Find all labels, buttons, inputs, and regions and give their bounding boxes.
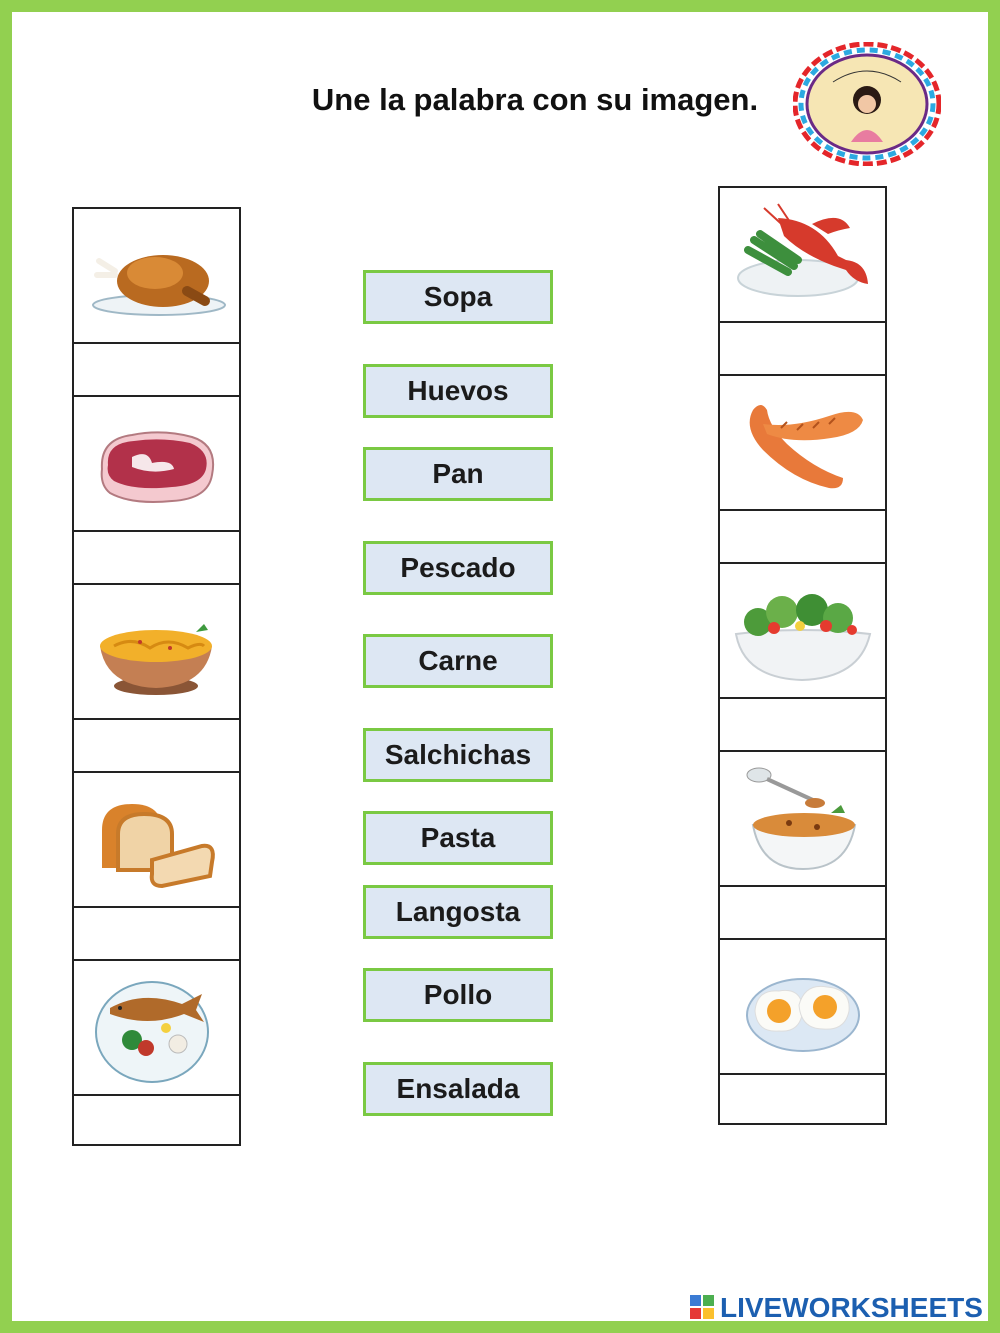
right-image-column <box>718 186 887 1125</box>
answer-slot[interactable] <box>720 697 885 752</box>
roast-chicken-icon <box>87 231 227 321</box>
answer-slot[interactable] <box>74 342 239 397</box>
salad-bowl-icon <box>728 576 878 686</box>
pasta-bowl-icon <box>92 602 222 702</box>
right-image-cell <box>720 188 885 321</box>
answer-slot[interactable] <box>720 509 885 564</box>
fried-eggs-icon <box>743 957 863 1057</box>
answer-slot[interactable] <box>720 885 885 940</box>
left-image-cell <box>74 961 239 1094</box>
logo-badge <box>793 42 941 166</box>
raw-steak-icon <box>92 419 222 509</box>
lobster-plate-icon <box>728 200 878 310</box>
left-image-cell <box>74 773 239 906</box>
fish-plate-icon <box>92 970 222 1086</box>
word-card-pan[interactable]: Pan <box>363 447 553 501</box>
word-card-ensalada[interactable]: Ensalada <box>363 1062 553 1116</box>
liveworksheets-brand <box>690 1292 983 1324</box>
word-card-pollo[interactable]: Pollo <box>363 968 553 1022</box>
answer-slot[interactable] <box>720 1073 885 1127</box>
left-image-cell <box>74 209 239 342</box>
left-image-cell <box>74 585 239 718</box>
answer-slot[interactable] <box>74 906 239 961</box>
right-image-cell <box>720 564 885 697</box>
liveworksheets-logo-icon <box>690 1295 716 1321</box>
left-image-cell <box>74 397 239 530</box>
answer-slot[interactable] <box>74 530 239 585</box>
sausages-icon <box>733 388 873 498</box>
answer-slot[interactable] <box>74 1094 239 1148</box>
right-image-cell <box>720 376 885 509</box>
word-card-pescado[interactable]: Pescado <box>363 541 553 595</box>
word-card-huevos[interactable]: Huevos <box>363 364 553 418</box>
word-card-sopa[interactable]: Sopa <box>363 270 553 324</box>
right-image-cell <box>720 752 885 885</box>
word-card-salchichas[interactable]: Salchichas <box>363 728 553 782</box>
word-card-langosta[interactable]: Langosta <box>363 885 553 939</box>
right-image-cell <box>720 940 885 1073</box>
page-title: Une la palabra con su imagen. <box>311 82 759 117</box>
left-image-column <box>72 207 241 1146</box>
brand-name: LIVEWORKSHEETS <box>720 1292 983 1323</box>
sliced-bread-icon <box>92 790 222 890</box>
word-card-carne[interactable]: Carne <box>363 634 553 688</box>
answer-slot[interactable] <box>720 321 885 376</box>
word-card-pasta[interactable]: Pasta <box>363 811 553 865</box>
soup-bowl-icon <box>733 761 873 877</box>
answer-slot[interactable] <box>74 718 239 773</box>
